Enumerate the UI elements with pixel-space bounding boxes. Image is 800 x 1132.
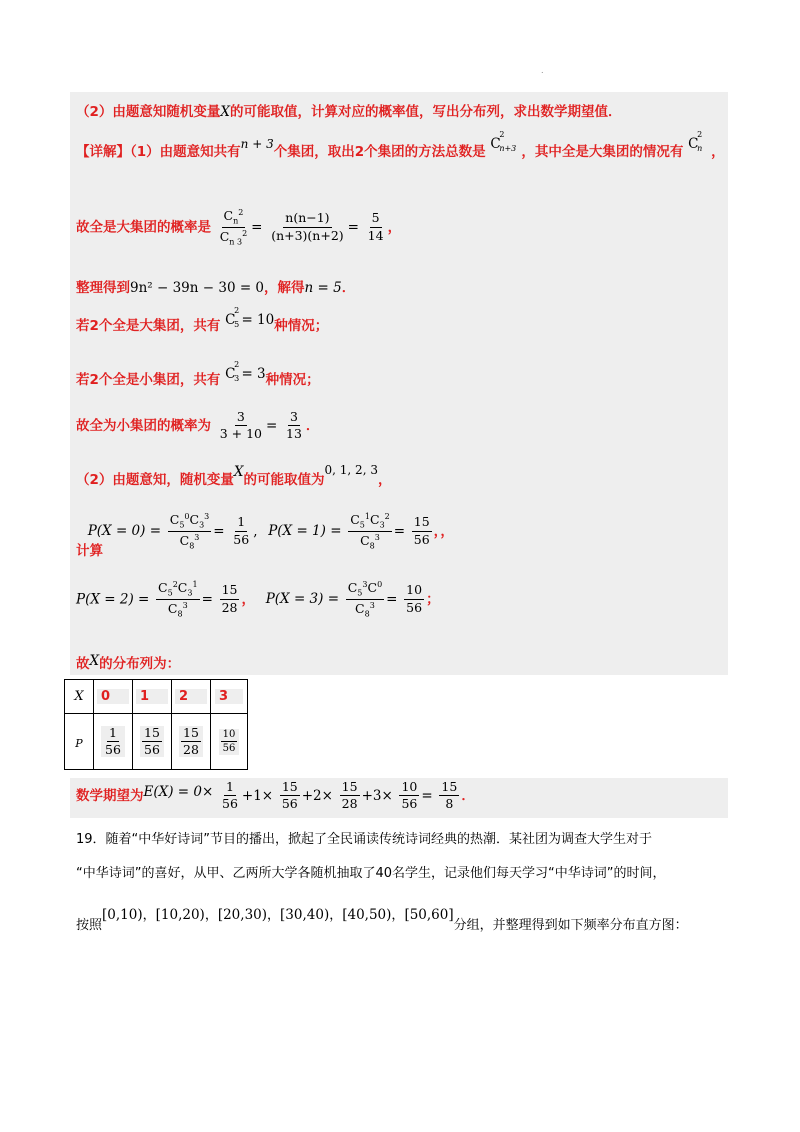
solve-equation: 9n² − 39n − 30 = 0	[130, 280, 265, 296]
q19-interval: [0,10)	[102, 907, 143, 923]
q19-line-3: 按照[0,10)，[10,20)，[20,30)，[30,40)，[40,50)，[50,60]分组，并整理得到如下频率分布直方图：	[76, 907, 688, 933]
q19-line-1: 19．随着“中华好诗词”节目的播出，掀起了全民诵读传统诗词经典的热潮．某社团为调查大学生对于	[76, 832, 653, 847]
analysis-part2-line	[76, 100, 622, 120]
detail-end: ，	[711, 144, 725, 160]
expect-term: $\frac{15}{56}$	[281, 779, 298, 812]
comb-5-2: C 2 5	[225, 306, 240, 329]
expect-op: +2×	[301, 787, 333, 804]
prob-small-label: 故全为小集团的概率为	[76, 417, 211, 434]
expect-op: =	[421, 787, 433, 804]
expect-term: $\frac{15}{28}$	[341, 779, 358, 812]
q19-line-2: “中华诗词”的喜好，从甲、乙两所大学各随机抽取了40名学生，记录他们每天学习“中华诗词”的时间，	[76, 866, 666, 881]
part2-var: X	[233, 464, 244, 480]
part2-values: 0, 1, 2, 3	[324, 463, 378, 477]
p1-result: $\frac{15}{56}$	[413, 514, 430, 547]
q19-interval: [30,40)	[280, 907, 330, 923]
p1-lhs: P(X = 1) =	[268, 523, 342, 540]
expect-term: $\frac{1}{56}$	[222, 779, 238, 812]
q19-interval: [20,30)	[217, 907, 268, 923]
p1-comb-fraction: $\frac{C_5^1C_3^2}{C_8^3}$	[350, 512, 390, 551]
table-head-p: P	[65, 714, 94, 770]
expect-tail: ．	[461, 787, 475, 804]
prob-big-formula: $\frac{n(n-1)}{(n+3)(n+2)}$	[271, 210, 344, 243]
table-cell-value: 1	[133, 680, 172, 714]
p0-result: $\frac{1}{56}$	[233, 514, 250, 547]
both-big-value: = 10	[241, 312, 275, 328]
p0-comb-fraction: $\frac{C_5^0C_3^3}{C_8^3}$	[169, 512, 210, 551]
expect-op: +1×	[241, 787, 274, 804]
prob-small-fraction-1: $\frac{3}{3 + 10}$	[219, 409, 262, 442]
prob-small-fraction-2: $\frac{3}{13}$	[286, 409, 302, 442]
both-small-line	[76, 360, 320, 388]
q19-interval: [50,60]	[404, 907, 454, 923]
both-small-tail: 种情况；	[265, 372, 320, 388]
dist-label: 故	[76, 656, 90, 672]
table-head-x: X	[65, 680, 94, 714]
expect-lhs: E(X) = 0×	[143, 783, 214, 800]
p2-p3-line: P(X = 2) = $\frac{C_5^2C_3^1}{C_8^3}$ = $\frac{15}{28}$ ， P(X = 3) = $\frac{C_5^3C^0}{C_8^3}$ = $\frac{10}{56}$ ；	[76, 580, 440, 619]
prob-big-label: 故全是大集团的概率是	[76, 219, 211, 236]
expect-result: $\frac{15}{8}$	[441, 779, 458, 812]
table-cell-value: 2	[172, 680, 211, 714]
both-big-line	[76, 306, 329, 334]
expect-op: +3×	[361, 787, 393, 804]
detail-mid: 个集团，取出2个集团的方法总数是	[273, 144, 486, 160]
table-row-values	[65, 680, 248, 714]
p2-tail: ，	[241, 591, 255, 608]
prob-big-tail: ，	[387, 219, 402, 236]
prob-small-line: 故全为小集团的概率为 $\frac{3}{3 + 10}$ = $\frac{3}{13}$ ．	[76, 409, 320, 442]
p1-tail: ，，	[433, 523, 454, 540]
part2-label: （2）由题意知，随机变量	[76, 472, 234, 488]
detail-label: 【详解】（1）由题意知共有	[76, 144, 241, 160]
both-small-value: = 3	[241, 366, 266, 382]
table-row-probs	[65, 714, 248, 770]
p3-tail: ；	[426, 591, 440, 608]
dist-label-line	[76, 652, 180, 672]
detail-mid2: ，其中全是大集团的情况有	[521, 144, 684, 160]
table-cell-prob: $\frac{15}{28}$	[172, 714, 211, 770]
analysis-part2-text: （2）由题意知随机变量	[76, 104, 221, 120]
comb-3-2: C 2 3	[225, 360, 240, 383]
solve-tail: ．	[341, 280, 356, 296]
table-cell-prob: $\frac{10}{56}$	[211, 714, 248, 770]
header-dot: .	[541, 66, 544, 75]
solve-line	[76, 276, 355, 296]
dist-rest: 的分布列为：	[99, 656, 181, 672]
table-cell-prob: $\frac{15}{56}$	[133, 714, 172, 770]
p3-result: $\frac{10}{56}$	[406, 582, 423, 615]
q19-line3-pre: 按照	[76, 918, 103, 933]
table-cell-value: 0	[94, 680, 133, 714]
table-cell-value: 3	[211, 680, 248, 714]
q19-line3-post: 分组，并整理得到如下频率分布直方图：	[453, 918, 688, 933]
part2-tail: ，	[377, 472, 392, 488]
q19-interval: [40,50)	[342, 907, 392, 923]
p3-lhs: P(X = 3) =	[265, 591, 340, 608]
calc-line: 计算 P(X = 0) = $\frac{C_5^0C_3^3}{C_8^3}$ = $\frac{1}{56}$ , P(X = 1) = $\frac{C_5^1C_3^2}{C_8^3}$ = $\frac{15}{56}$ ，，	[76, 512, 454, 560]
both-big-label: 若2个全是大集团，共有	[76, 318, 221, 334]
part2-mid: 的可能取值为	[243, 472, 325, 488]
calc-label: 计算	[76, 543, 103, 560]
solve-mid: ，解得	[264, 280, 305, 296]
p2-result: $\frac{15}{28}$	[221, 582, 238, 615]
expect-term: $\frac{10}{56}$	[401, 779, 418, 812]
both-small-label: 若2个全是小集团，共有	[76, 372, 221, 388]
p3-comb-fraction: $\frac{C_5^3C^0}{C_8^3}$	[347, 580, 383, 619]
part2-line	[76, 463, 392, 488]
q19-interval: [10,20)	[155, 907, 205, 923]
prob-small-tail: ．	[305, 417, 320, 434]
both-big-tail: 种情况；	[274, 318, 329, 334]
prob-big-result: $\frac{5}{14}$	[367, 210, 384, 243]
distribution-table	[64, 679, 248, 770]
prob-big-line: 故全是大集团的概率是 $\frac{C_n^2}{C_{n 3}^2}$ = $\frac{n(n-1)}{(n+3)(n+2)}$ = $\frac{5}{14}$ ，	[76, 208, 402, 247]
var-x: X	[220, 104, 231, 120]
comb-big: C 2 n	[688, 130, 703, 153]
solve-n: n = 5	[304, 280, 342, 296]
dist-var: X	[89, 653, 100, 669]
p2-comb-fraction: $\frac{C_5^2C_3^1}{C_8^3}$	[158, 580, 198, 619]
prob-big-comb-fraction: $\frac{C_n^2}{C_{n 3}^2}$	[219, 208, 248, 247]
detail-n-plus-3: n + 3	[240, 137, 274, 151]
expectation-line	[76, 780, 475, 812]
p2-lhs: P(X = 2) =	[76, 591, 150, 608]
expect-label: 数学期望为	[76, 787, 144, 804]
analysis-part2-rest: 的可能取值，计算对应的概率值，写出分布列，求出数学期望值．	[230, 104, 622, 120]
p0-lhs: P(X = 0) =	[87, 523, 162, 540]
comb-total: C 2 n+3	[490, 130, 517, 153]
solve-label: 整理得到	[76, 280, 130, 296]
table-cell-prob: $\frac{1}{56}$	[94, 714, 133, 770]
detail-line	[76, 130, 725, 160]
